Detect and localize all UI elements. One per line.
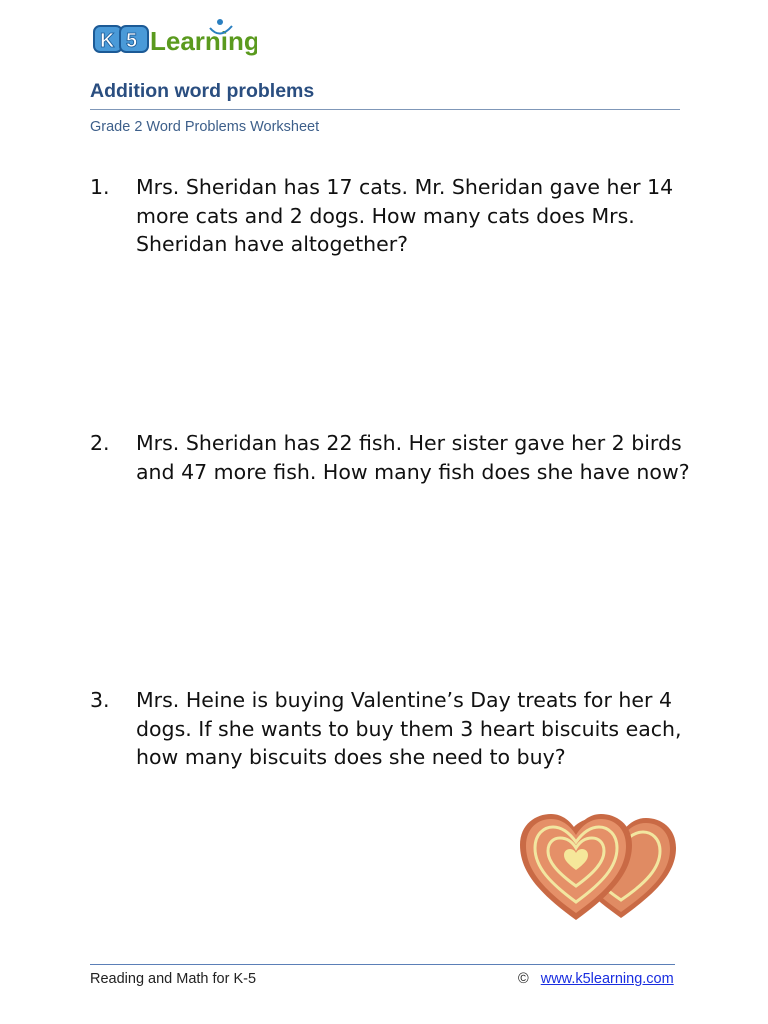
- question-number: 1.: [90, 175, 110, 199]
- svg-text:5: 5: [126, 30, 138, 52]
- footer-divider: [90, 964, 675, 965]
- page-subtitle: Grade 2 Word Problems Worksheet: [90, 119, 320, 135]
- question-number: 2.: [90, 431, 110, 455]
- heart-biscuits-illustration: [518, 812, 683, 927]
- question-text: Mrs. Sheridan has 22 fish. Her sister gave her 2 birds and 47 more fish. How many fish does she have now?: [136, 431, 690, 484]
- page-title: Addition word problems: [90, 80, 315, 102]
- svg-text:Learning: Learning: [150, 26, 257, 56]
- question-number: 3.: [90, 688, 110, 712]
- question-3: [90, 686, 690, 772]
- question-text: Mrs. Sheridan has 17 cats. Mr. Sheridan gave her 14 more cats and 2 dogs. How many cats does Mrs. Sheridan have altogether?: [136, 175, 674, 256]
- header-divider: [90, 109, 680, 110]
- question-text: Mrs. Heine is buying Valentine’s Day treats for her 4 dogs. If she wants to buy them 3 heart biscuits each, how many biscuits does she need to buy?: [136, 688, 682, 769]
- copyright-symbol: ©: [518, 971, 529, 987]
- svg-text:K: K: [100, 30, 115, 52]
- footer-copyright: [518, 971, 674, 987]
- k5-learning-logo: [92, 14, 257, 60]
- question-2: [90, 429, 690, 486]
- question-1: [90, 173, 690, 259]
- footer-tagline: Reading and Math for K-5: [90, 971, 257, 987]
- website-link[interactable]: www.k5learning.com: [540, 971, 674, 987]
